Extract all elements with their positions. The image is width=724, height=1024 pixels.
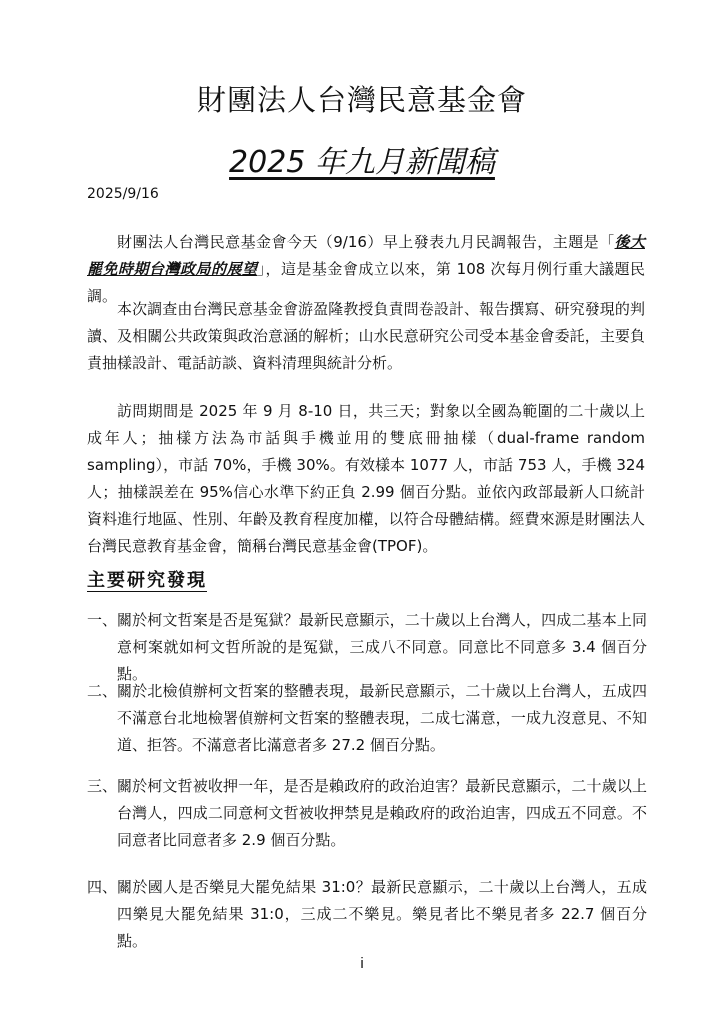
intro-text-start: 財團法人台灣民意基金會今天（9/16）早上發表九月民調報告，主題是「: [117, 233, 615, 251]
report-topic: 後大罷免時期台灣政局的展望: [87, 233, 645, 278]
section-heading: 主要研究發現: [87, 570, 207, 591]
finding-number: 二、: [87, 682, 118, 700]
intro-text-end: 」，這是基金會成立以來，第 108 次每月例行重大議題民調。: [87, 260, 645, 305]
finding-item: [87, 874, 647, 955]
finding-number: 一、: [87, 611, 118, 629]
finding-item: [87, 773, 647, 854]
research-team-paragraph: 本次調查由台灣民意基金會游盈隆教授負責問卷設計、報告撰寫、研究發現的判讀、及相關公共政策與政治意涵的解析；山水民意研究公司受本基金會委託，主要負責抽樣設計、電話訪談、資料清理與統計分析。: [87, 300, 645, 372]
finding-item: [87, 678, 647, 759]
release-date: 2025/9/16: [87, 186, 159, 202]
finding-text: 關於柯文哲被收押一年，是否是賴政府的政治迫害？最新民意顯示，二十歲以上台灣人，四成二同意柯文哲被收押禁見是賴政府的政治迫害，四成五不同意。不同意者比同意者多 2.9 個百分點。: [117, 777, 647, 849]
finding-text: 關於北檢偵辦柯文哲案的整體表現，最新民意顯示，二十歲以上台灣人，五成四不滿意台北地檢署偵辦柯文哲案的整體表現，二成七滿意，一成九沒意見、不知道、拒答。不滿意者比滿意者多 27.2 個百分點。: [117, 682, 647, 754]
finding-text: 關於柯文哲案是否是冤獄？最新民意顯示，二十歲以上台灣人，四成二基本上同意柯案就如柯文哲所說的是冤獄，三成八不同意。同意比不同意多 3.4 個百分點。: [117, 611, 647, 683]
document-title: 財團法人台灣民意基金會: [196, 83, 527, 117]
finding-number: 四、: [87, 878, 118, 896]
finding-item: [87, 607, 647, 688]
page-number: i: [360, 955, 364, 972]
finding-number: 三、: [87, 777, 118, 795]
document-subtitle: 2025 年九月新聞稿: [229, 145, 495, 180]
finding-text: 關於國人是否樂見大罷免結果 31:0？最新民意顯示，二十歲以上台灣人，五成四樂見大罷免結果 31:0，三成二不樂見。樂見者比不樂見者多 22.7 個百分點。: [117, 878, 647, 950]
methodology-paragraph: 訪問期間是 2025 年 9 月 8-10 日，共三天；對象以全國為範圍的二十歲以上成年人；抽樣方法為市話與手機並用的雙底冊抽樣（dual-frame random sampling），市話 70%，手機 30%。有效樣本 1077 人，市話 753 人，手機 324 人；抽樣誤差在 95%信心水準下約正負 2.99 個百分點。並依內政部最新人口統計資料進行地區、性別、年齡及教育程度加權，以符合母體結構。經費來源是財團法人台灣民意教育基金會，簡稱台灣民意基金會(TPOF)。: [87, 402, 645, 555]
